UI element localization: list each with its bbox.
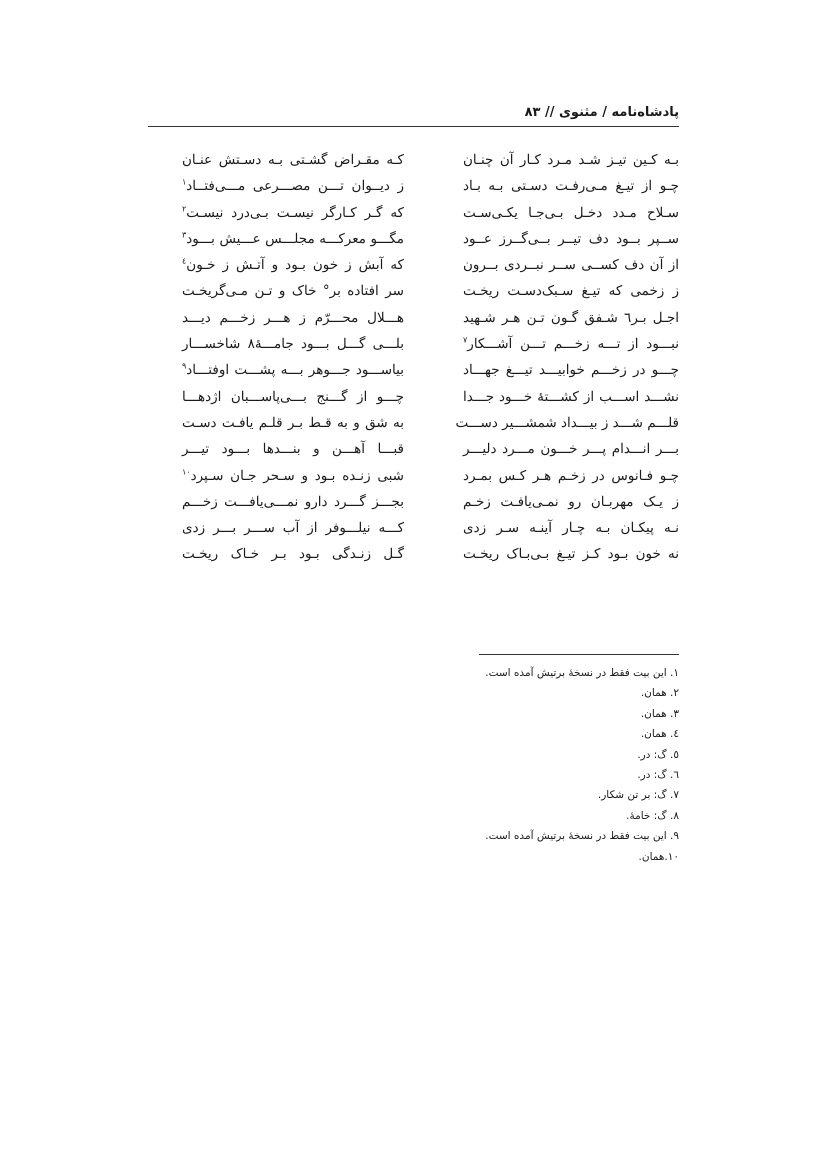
couplet bbox=[170, 173, 679, 199]
footnote: ١٠.همان. bbox=[638, 850, 679, 863]
couplet bbox=[170, 384, 679, 410]
hemistich-left: سر افتاده بر⁧°⁩ خاک و تـن مـی‌گریخـت bbox=[182, 283, 404, 300]
footnote-marker: ۷ bbox=[463, 335, 468, 345]
hemistich-right: قلـــم شـــد ز بیـــداد شمشـــیر دســـت bbox=[455, 414, 679, 431]
footnote: ٥. گ: در. bbox=[637, 748, 679, 761]
hemistich-right: نشـــد اســـب از کشـــتهٔ خـــود جـــدا bbox=[463, 388, 679, 405]
footnote: ٦. گ: در. bbox=[637, 768, 679, 781]
footnote-separator bbox=[479, 654, 679, 655]
hemistich-left: شبی زنـده بـود و سـحر جـان سـپرد$^{۱۰}$ bbox=[182, 467, 404, 484]
hemistich-right: چـو فـانوس در زخـم هـر کـس بمـرد bbox=[463, 467, 679, 484]
couplet bbox=[170, 331, 679, 357]
footnote: ٧. گ: بر تن شکار. bbox=[597, 789, 679, 802]
hemistich-left: بلـــی گـــل بـــود جامـــهٔ⁧۸⁩ شاخســـار bbox=[182, 336, 404, 353]
couplet bbox=[170, 436, 679, 462]
hemistich-left: به شق و به قـط بـر قلـم یافـت دسـت bbox=[182, 414, 404, 431]
hemistich-right: سـلاح مـدد دخـل بـی‌جـا یکـی‌سـت bbox=[463, 204, 679, 221]
hemistich-right: نه خون بـود کـز تیـغ بـی‌بـاک ریخـت bbox=[463, 546, 679, 563]
hemistich-right: ســپر بــود دف تیــر بــی‌گــرز عــود bbox=[463, 230, 679, 247]
couplet bbox=[170, 226, 679, 252]
couplet bbox=[170, 515, 679, 541]
couplet bbox=[170, 541, 679, 567]
hemistich-right: چـو از تیـغ مـی‌رفـت دسـتی بـه بـاد bbox=[463, 178, 679, 195]
hemistich-right: ز زخمی که تیـغ سـبک‌دسـت ریخـت bbox=[463, 283, 679, 300]
hemistich-right: اجـل بـر⁧٦⁩ شـفق گـون تـن هـر شـهید bbox=[463, 309, 679, 326]
hemistich-right: نـه پیکـان بـه چـار آینـه سـر زدی bbox=[463, 520, 679, 537]
hemistich-left: کـــه نیلـــوفر از آب ســـر بـــر زدی bbox=[182, 520, 404, 537]
footnote: ٣. همان. bbox=[640, 707, 679, 720]
hemistich-right: از آن دف کســی ســر نبــردی بــرون bbox=[463, 257, 679, 274]
hemistich-left: که آبش ز خون بـود و آتـش ز خـون$^٤$ bbox=[182, 256, 404, 274]
hemistich-right: بـه کـین تیـز شـد مـرد کـار آن چنـان bbox=[463, 152, 679, 168]
footnote-marker: ۱۰ bbox=[182, 467, 191, 477]
hemistich-right: بـــر انـــدام پـــر خـــون مـــرد دلیـــر bbox=[463, 441, 679, 458]
couplet bbox=[170, 410, 679, 436]
footnote: ٢. همان. bbox=[640, 687, 679, 700]
hemistich-left: هـــلال محـــرّم ز هـــر زخـــم دیـــد bbox=[182, 309, 404, 326]
footnote-marker: ۲ bbox=[182, 204, 187, 214]
couplet bbox=[170, 489, 679, 515]
couplet bbox=[170, 305, 679, 331]
hemistich-left: کـه مقـراض گشـتی بـه دسـتش عنـان bbox=[182, 152, 404, 168]
footnotes bbox=[379, 663, 679, 867]
couplet bbox=[170, 200, 679, 226]
hemistich-left: چـــو از گـــنج بـــی‌پاســـبان اژدهـــا bbox=[182, 388, 404, 405]
poem-body bbox=[170, 147, 679, 568]
footnote-marker: ۱ bbox=[182, 177, 187, 187]
couplet bbox=[170, 252, 679, 278]
footnote: ٨. گ: خامهٔ. bbox=[626, 809, 679, 822]
hemistich-left: گـل زنـدگی بـود بـر خـاک ریخـت bbox=[182, 546, 404, 563]
couplet bbox=[170, 278, 679, 304]
hemistich-left: بیاســـود جـــوهر بـــه پشـــت اوفتـــاد$^۹$ bbox=[182, 361, 404, 379]
couplet bbox=[170, 463, 679, 489]
header-title: پادشاه‌نامه / مثنوی // ۸۳ bbox=[524, 105, 679, 120]
hemistich-left: بجـــز گـــرد دارو نمـــی‌یافـــت زخـــم bbox=[182, 493, 404, 510]
footnote-marker: ۳ bbox=[182, 230, 187, 240]
couplet bbox=[170, 357, 679, 383]
hemistich-left: که گـر کـارگر نیسـت بـی‌درد نیسـت$^۲$ bbox=[182, 204, 404, 221]
footnote-marker: ۹ bbox=[182, 361, 187, 371]
hemistich-right: ز یـک مهربـان رو نمـی‌یافـت زخـم bbox=[463, 493, 679, 510]
footnote-marker: ٤ bbox=[182, 256, 187, 266]
header-rule bbox=[148, 126, 679, 127]
footnote: ١. این بیت فقط در نسخهٔ برتیش آمده است. bbox=[485, 667, 679, 679]
hemistich-left: قبـــا آهـــن و بنـــدها بـــود تیـــر bbox=[182, 441, 404, 458]
hemistich-right: نبـــود از تـــه زخـــم تـــن آشـــکار$^۷$ bbox=[463, 335, 679, 353]
couplet bbox=[170, 147, 679, 173]
hemistich-right: چـــو در زخـــم خوابیـــد تیـــغ جهـــاد bbox=[463, 362, 679, 379]
running-header bbox=[148, 102, 679, 124]
footnote: ٩. این بیت فقط در نسخهٔ برتیش آمده است. bbox=[485, 830, 679, 843]
hemistich-left: ز دیــوان تـــن مصـــرعی مـــی‌فتــاد$^۱$ bbox=[182, 177, 404, 195]
hemistich-left: مگـــو معرکـــه مجلـــس عـــیش بـــود$^۳$ bbox=[182, 230, 404, 247]
footnote: ٤. همان. bbox=[640, 728, 679, 741]
